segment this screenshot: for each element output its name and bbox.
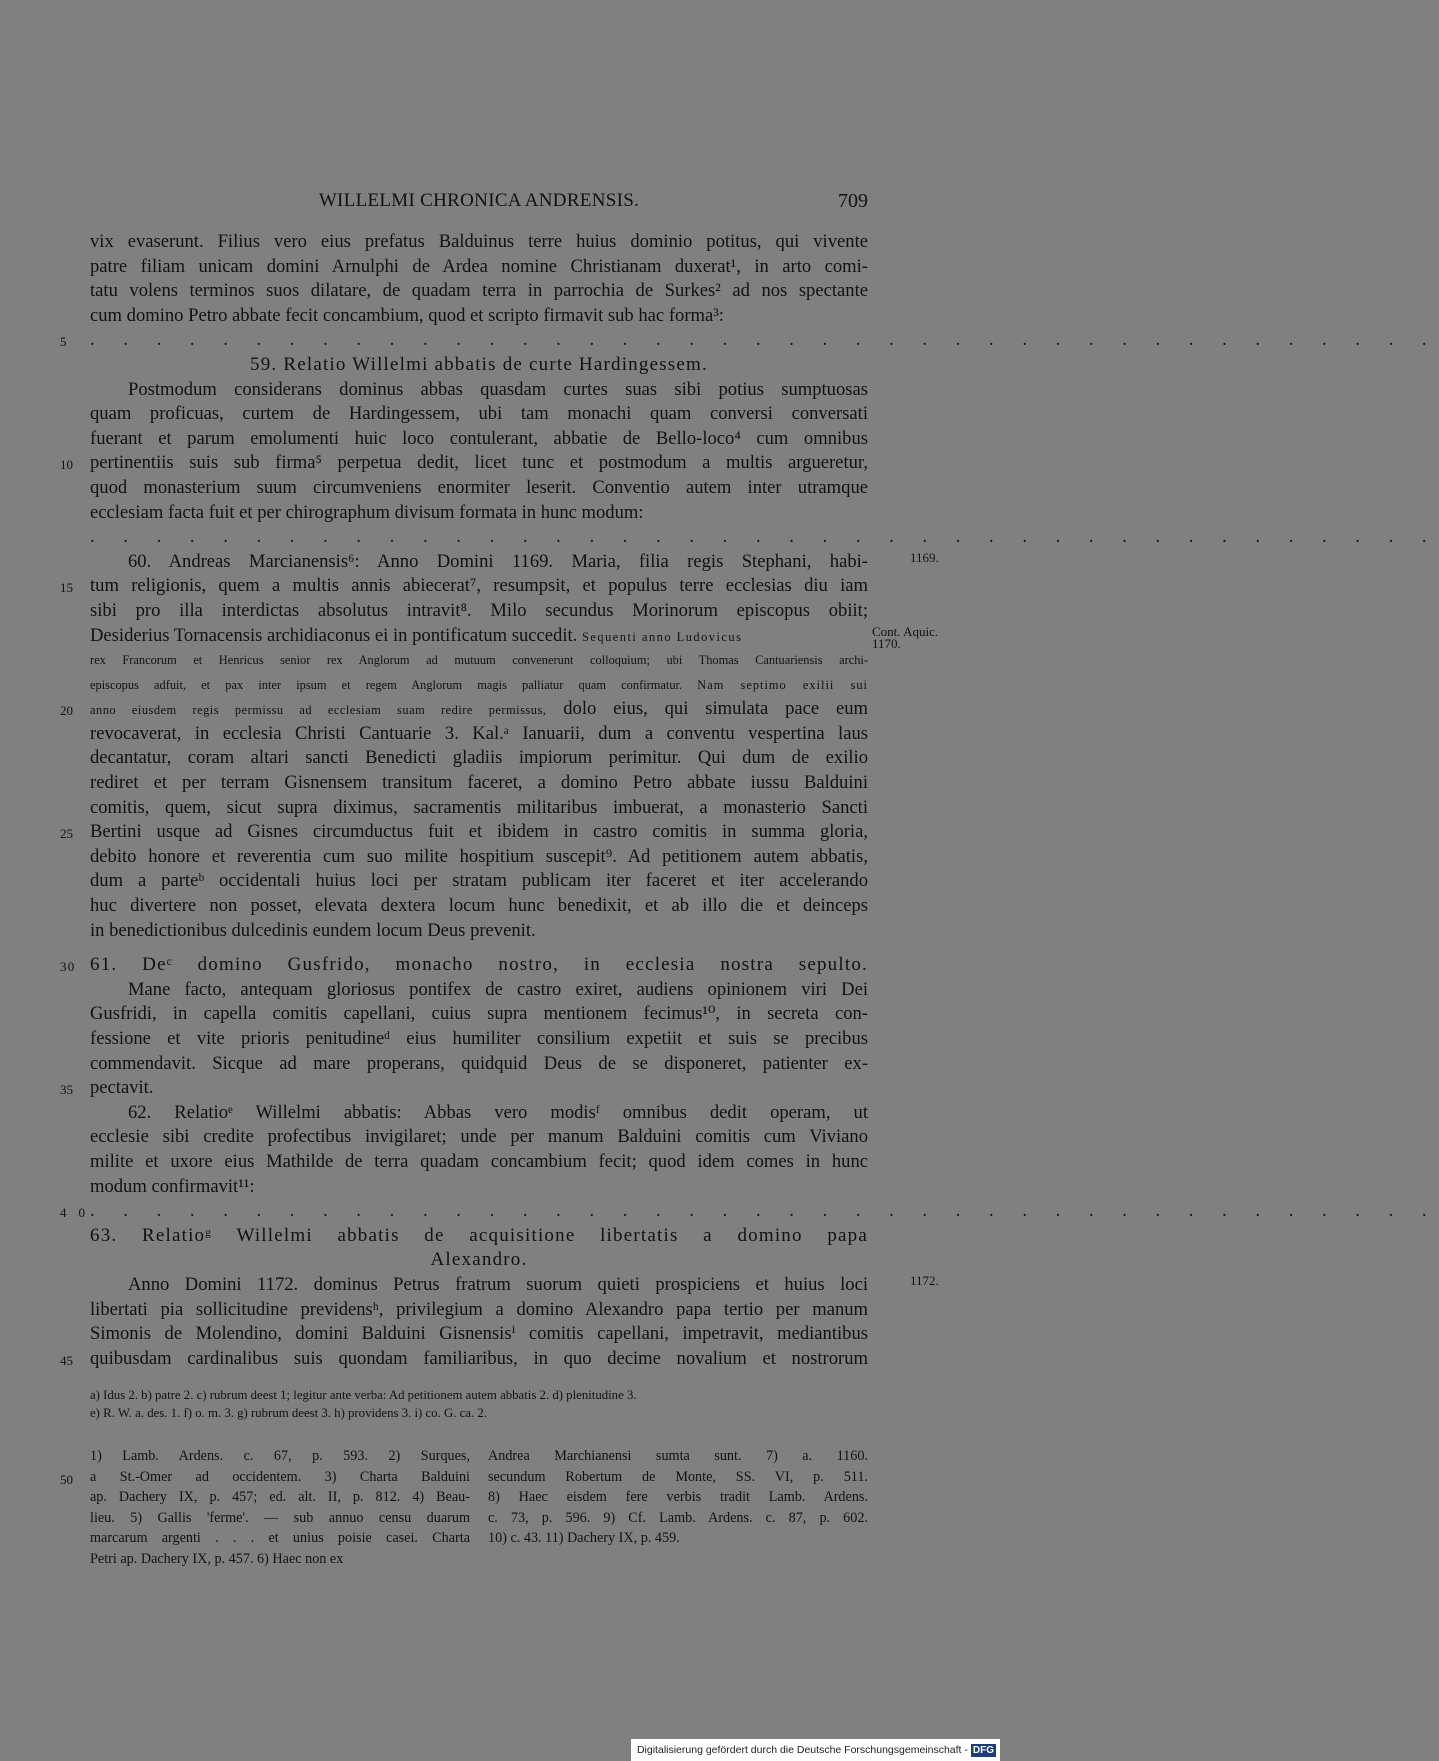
footnote-line: lieu. 5) Gallis 'ferme'. — sub annuo censu duarum	[90, 1509, 470, 1526]
apparatus-line: e) R. W. a. des. 1. f) o. m. 3. g) rubrum deest 3. h) providens 3. i) co. G. ca. 2.	[90, 1406, 487, 1420]
text-line: modum confirmavit¹¹:	[90, 1175, 255, 1197]
section-heading: 63. Relatioᵍ Willelmi abbatis de acquisitione libertatis a domino papa	[90, 1224, 868, 1246]
section-60-start: 60. Andreas Marcianensis⁶: Anno Domini 1169. Maria, filia regis Stephani, habi- 1169.	[128, 549, 939, 572]
text-line: Mane facto, antequam gloriosus pontifex de castro exiret, audiens opinionem viri Dei	[128, 978, 868, 1000]
text-line: commendavit. Sicque ad mare properans, quidquid Deus de se disponeret, patienter ex-	[90, 1052, 868, 1074]
text-line: tatu volens terminos suos dilatare, de quadam terra in parrochia de Surkes² ad nos spectante	[90, 280, 868, 302]
text-line: rediret et per terram Gisnensem transitum faceret, a domino Petro abbate iussu Balduini	[90, 772, 868, 794]
footnote-line: 8) Haec eisdem fere verbis tradit Lamb. Ardens.	[488, 1489, 868, 1506]
text-line: comitis, quem, sicut supra diximus, sacramentis militaribus imbuerat, a monasterio Sancti	[90, 796, 868, 818]
text-line: Gusfridi, in capella comitis capellani, cuius supra mentionem fecimus¹⁰, in secreta con-	[90, 1003, 868, 1025]
text-line: 20 anno eiusdem regis permissu ad ecclesiam suam redire permissus, dolo eius, qui simulata pace eum	[90, 697, 868, 722]
footnotes-right-column	[488, 1446, 868, 1549]
funding-notice-text: Digitalisierung gefördert durch die Deutsche Forschungsgemeinschaft -	[636, 1744, 968, 1756]
text-line: dum a parteᵇ occidentali huius loci per stratam publicam iter faceret et iter accelerando	[90, 870, 868, 892]
text-line: 45 quibusdam cardinalibus suis quondam familiaribus, in quo decime novalium et nostrorum	[90, 1347, 868, 1372]
small-print-inline: Sequenti anno Ludovicus	[582, 629, 743, 644]
line-number: 10	[60, 457, 73, 473]
text-line: cum domino Petro abbate fecit concambium, quod et scripto firmavit sub hac forma³:	[90, 304, 724, 326]
footnote-line: Petri ap. Dachery IX, p. 457. 6) Haec non ex	[90, 1550, 344, 1567]
text-line: patre filiam unicam domini Arnulphi de Ardea nomine Christianam duxerat¹, in arto comi-	[90, 255, 868, 277]
apparatus-line: a) Idus 2. b) patre 2. c) rubrum deest 1; legitur ante verba: Ad petitionem autem abbatis 2. d) plenitudine 3.	[90, 1388, 637, 1402]
text-line: 10 pertinentiis suis sub firma⁵ perpetua dedit, licet tunc et postmodum a multis argueretur,	[90, 451, 868, 476]
section-62-start: 62. Relatioᵉ Willelmi abbatis: Abbas vero modisᶠ omnibus dedit operam, ut	[128, 1101, 868, 1123]
text-line: quod monasterium suum circumveniens enormiter leserit. Conventio autem inter utramque	[90, 476, 868, 498]
footnote-line: ap. Dachery IX, p. 457; ed. alt. II, p. 812. 4) Beau-	[90, 1489, 470, 1506]
footnote-line: secundum Robertum de Monte, SS. VI, p. 511.	[488, 1468, 868, 1485]
margin-source: Cont. Aquic. 1170.	[872, 623, 939, 651]
line-number: 15	[60, 580, 73, 596]
text-line: fuerant et parum emolumenti huic loco contulerant, abbatie de Bello-loco⁴ cum omnibus	[90, 427, 868, 449]
footnote-line: 50 a St.-Omer ad occidentem. 3) Charta Balduini	[90, 1467, 470, 1488]
text-line: Postmodum considerans dominus abbas quasdam curtes suas sibi potius sumptuosas	[128, 378, 868, 400]
funding-notice-bar	[631, 1739, 1000, 1761]
running-title: WILLELMI CHRONICA ANDRENSIS.	[318, 190, 640, 211]
section-63-start: Anno Domini 1172. dominus Petrus fratrum suorum quieti prospiciens et huius loci 1172.	[128, 1272, 939, 1295]
omission-dots: . . . . . . . . . . . . . . . . . . . . . . . . . . . . . . . . . . . . . . . . .	[90, 526, 1439, 548]
margin-year: 1172.	[910, 1272, 939, 1288]
line-number: 30	[60, 959, 76, 975]
line-number: 5	[60, 334, 79, 350]
line-number: 45	[60, 1352, 73, 1368]
critical-apparatus	[90, 1386, 868, 1422]
text-line: milite et uxore eius Mathilde de terra quadam concambium fecit; quod idem comes in hunc	[90, 1150, 868, 1172]
main-text	[60, 230, 1439, 1371]
text-line: 35 pectavit.	[90, 1076, 868, 1101]
footnote-line: 1) Lamb. Ardens. c. 67, p. 593. 2) Surques,	[90, 1448, 470, 1464]
text-line: quam proficuas, curtem de Hardingessem, ubi tam monachi quam conversi conversati	[90, 403, 868, 425]
text-line: ecclesie sibi credite profectibus invigilaret; unde per manum Balduini comitis cum Viviano	[90, 1126, 868, 1148]
footnote-line: c. 73, p. 596. 9) Cf. Lamb. Ardens. c. 87, p. 602.	[488, 1509, 868, 1526]
small-print-line: rex Francorum et Henricus senior rex Anglorum ad mutuum convenerunt colloquium; ubi Thomas Cantuariensis archi-	[90, 653, 868, 668]
section-heading-cont: Alexandro.	[430, 1249, 528, 1271]
dfg-logo-icon: DFG	[972, 1744, 994, 1756]
footnote-line: 10) c. 43. 11) Dachery IX, p. 459.	[488, 1530, 680, 1547]
margin-year: 1169.	[910, 549, 939, 565]
text-line: sibi pro illa interdictas absolutus intravit⁸. Milo secundus Morinorum episcopus obiit;	[90, 599, 868, 621]
line-number: 35	[60, 1082, 73, 1098]
footnote-line: Andrea Marchianensi sumta sunt. 7) a. 1160.	[488, 1448, 868, 1464]
text-line: in benedictionibus dulcedinis eundem locum Deus prevenit.	[90, 919, 536, 941]
text-line: Desiderius Tornacensis archidiaconus ei in pontificatum succedit. Sequenti anno Ludovicus Cont. Aquic. 1170.	[90, 623, 939, 651]
text-line: Simonis de Molendino, domini Balduini Gisnensisⁱ comitis capellani, impetravit, mediantibus	[90, 1323, 868, 1345]
line-number: 40	[60, 1205, 97, 1221]
omission-dots: 40 . . . . . . . . . . . . . . . . . . . . . . . . . . . . . . . . . . . . . . . . .	[90, 1199, 868, 1224]
line-number: 25	[60, 826, 73, 842]
small-print-line: episcopus adfuit, et pax inter ipsum et regem Anglorum magis palliatur quam confirmatur. Nam septimo exilii sui	[90, 677, 868, 692]
section-heading: 59. Relatio Willelmi abbatis de curte Hardingessem.	[250, 353, 708, 375]
text-line: revocaverat, in ecclesia Christi Cantuarie 3. Kal.ᵃ Ianuarii, dum a conventu vespertina laus	[90, 722, 868, 744]
text-line: 15 tum religionis, quem a multis annis abiecerat⁷, resumpsit, et populus terre ecclesias diu iam	[90, 574, 868, 599]
line-number: 20	[60, 703, 73, 719]
running-header	[90, 190, 868, 216]
text-line: decantatur, coram altari sancti Benedicti gladiis impiorum perimitur. Qui dum de exilio	[90, 747, 868, 769]
text-line: debito honore et reverentia cum suo milite hospitium suscepit⁹. Ad petitionem autem abbatis,	[90, 845, 868, 867]
footnote-line: marcarum argenti . . . et unius poisie casei. Charta	[90, 1530, 470, 1547]
text-line: huc divertere non posset, elevata dextera locum hunc benedixit, et ab illo die et deinceps	[90, 895, 868, 917]
footnotes-left-column	[60, 1446, 470, 1570]
page-number: 709	[838, 190, 868, 212]
section-heading: 30 61. Deᶜ domino Gusfrido, monacho nostro, in ecclesia nostra sepulto.	[90, 953, 868, 978]
text-line: vix evaserunt. Filius vero eius prefatus Balduinus terre huius dominio potitus, qui vivente	[90, 231, 868, 252]
line-number: 50	[60, 1471, 73, 1487]
text-line: ecclesiam facta fuit et per chirographum divisum formata in hunc modum:	[90, 501, 644, 523]
text-line: 25 Bertini usque ad Gisnes circumductus fuit et ibidem in castro comitis in summa gloria,	[90, 820, 868, 845]
text-line: fessione et vite prioris penitudineᵈ eius humiliter consilium expetiit et suis se precibus	[90, 1028, 868, 1049]
omission-dots: 5 . . . . . . . . . . . . . . . . . . . . . . . . . . . . . . . . . . . . . . . . .	[90, 328, 868, 353]
text-line: libertati pia sollicitudine previdensʰ, privilegium a domino Alexandro papa tertio per manum	[90, 1298, 868, 1320]
